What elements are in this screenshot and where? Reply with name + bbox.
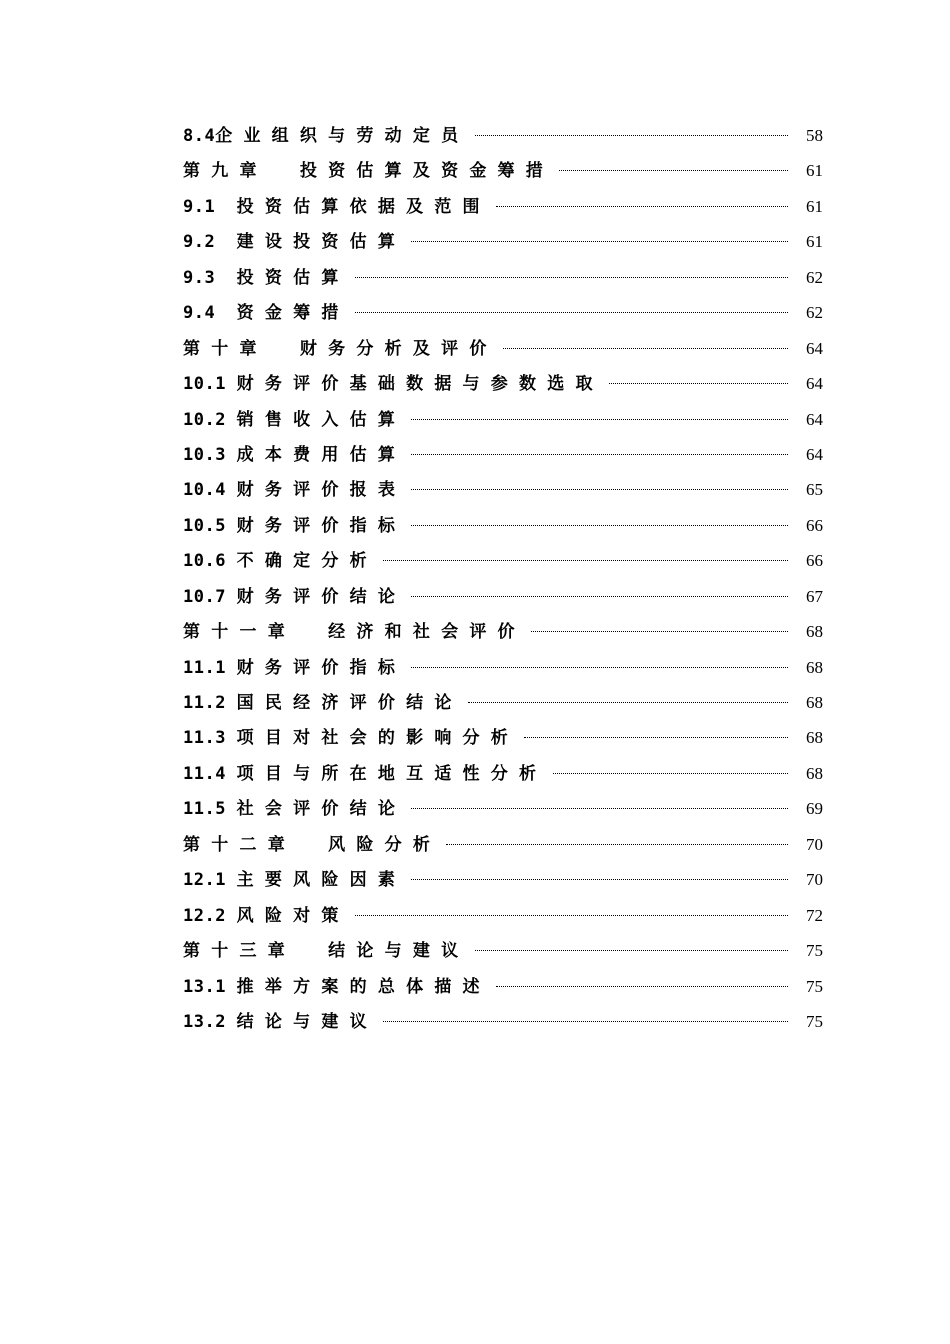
toc-entry[interactable] (183, 224, 823, 259)
toc-entry[interactable] (183, 862, 823, 897)
toc-entry-title: 9.4 资 金 筹 措 (183, 303, 339, 324)
toc-entry[interactable] (183, 650, 823, 685)
toc-dot-leader (411, 525, 788, 526)
toc-dot-leader (446, 844, 788, 845)
toc-entry-title: 第 十 一 章 经 济 和 社 会 评 价 (183, 622, 516, 643)
toc-entry-title: 11.1 财 务 评 价 指 标 (183, 657, 396, 678)
toc-entry-title: 10.6 不 确 定 分 析 (183, 551, 368, 572)
toc-entry-page-number: 70 (806, 870, 823, 890)
toc-entry[interactable] (183, 720, 823, 755)
toc-entry-title: 9.3 投 资 估 算 (183, 267, 339, 288)
toc-entry-page-number: 58 (806, 126, 823, 145)
toc-entry[interactable] (183, 791, 823, 826)
toc-entry[interactable] (183, 579, 823, 614)
toc-dot-leader (496, 206, 788, 207)
toc-entry-title: 第 十 章 财 务 分 析 及 评 价 (183, 338, 487, 359)
toc-entry-page-number: 64 (806, 338, 823, 358)
toc-entry-page-number: 67 (806, 586, 823, 606)
table-of-contents (183, 118, 823, 1039)
toc-entry[interactable] (183, 614, 823, 649)
toc-entry-title: 12.1 主 要 风 险 因 素 (183, 870, 396, 891)
toc-entry-page-number: 61 (806, 196, 823, 216)
toc-entry[interactable] (183, 933, 823, 968)
toc-entry-page-number: 68 (806, 657, 823, 677)
toc-dot-leader (609, 383, 788, 384)
toc-entry-title: 9.1 投 资 估 算 依 据 及 范 围 (183, 196, 481, 217)
toc-entry[interactable] (183, 402, 823, 437)
toc-dot-leader (411, 489, 788, 490)
toc-entry-title: 8.4企 业 组 织 与 劳 动 定 员 (183, 126, 459, 146)
toc-entry-title: 11.5 社 会 评 价 结 论 (183, 799, 396, 820)
toc-entry-title: 11.3 项 目 对 社 会 的 影 响 分 析 (183, 728, 509, 749)
toc-entry[interactable] (183, 756, 823, 791)
toc-entry-title: 13.1 推 举 方 案 的 总 体 描 述 (183, 976, 481, 997)
toc-entry[interactable] (183, 472, 823, 507)
toc-dot-leader (355, 312, 788, 313)
toc-entry-title: 13.2 结 论 与 建 议 (183, 1011, 368, 1032)
toc-dot-leader (383, 1021, 788, 1022)
toc-entry-page-number: 68 (806, 693, 823, 712)
toc-dot-leader (553, 773, 788, 774)
toc-entry-page-number: 62 (806, 267, 823, 287)
toc-dot-leader (496, 986, 788, 987)
toc-entry[interactable] (183, 508, 823, 543)
toc-entry-page-number: 65 (806, 480, 823, 500)
toc-dot-leader (355, 277, 788, 278)
toc-entry-page-number: 68 (806, 622, 823, 642)
toc-entry-title: 10.4 财 务 评 价 报 表 (183, 480, 396, 501)
toc-entry[interactable] (183, 543, 823, 578)
toc-entry-page-number: 62 (806, 303, 823, 323)
toc-dot-leader (531, 631, 788, 632)
toc-entry[interactable] (183, 260, 823, 295)
toc-entry-title: 10.2 销 售 收 入 估 算 (183, 409, 396, 430)
toc-entry-title: 12.2 风 险 对 策 (183, 905, 339, 926)
toc-dot-leader (383, 560, 788, 561)
toc-entry-page-number: 70 (806, 834, 823, 854)
toc-dot-leader (475, 135, 788, 136)
toc-dot-leader (411, 419, 788, 420)
toc-entry[interactable] (183, 969, 823, 1004)
toc-entry-page-number: 68 (806, 763, 823, 783)
toc-entry[interactable] (183, 153, 823, 188)
toc-entry-title: 10.5 财 务 评 价 指 标 (183, 515, 396, 536)
toc-entry-page-number: 75 (806, 941, 823, 961)
toc-dot-leader (524, 737, 788, 738)
toc-dot-leader (411, 596, 788, 597)
toc-entry[interactable] (183, 331, 823, 366)
toc-dot-leader (411, 879, 788, 880)
toc-entry-page-number: 64 (806, 444, 823, 464)
toc-entry-page-number: 64 (806, 374, 823, 394)
toc-entry-title: 11.2 国 民 经 济 评 价 结 论 (183, 693, 452, 713)
toc-dot-leader (475, 950, 788, 951)
toc-entry-page-number: 61 (806, 161, 823, 181)
toc-entry[interactable] (183, 118, 823, 153)
toc-entry[interactable] (183, 898, 823, 933)
toc-dot-leader (411, 241, 788, 242)
toc-entry-title: 9.2 建 设 投 资 估 算 (183, 232, 396, 253)
toc-entry[interactable] (183, 827, 823, 862)
toc-dot-leader (411, 667, 788, 668)
toc-dot-leader (503, 348, 788, 349)
toc-dot-leader (468, 702, 788, 703)
toc-dot-leader (355, 915, 788, 916)
toc-entry-page-number: 69 (806, 799, 823, 819)
toc-entry[interactable] (183, 1004, 823, 1039)
toc-entry-page-number: 68 (806, 728, 823, 748)
toc-entry[interactable] (183, 366, 823, 401)
toc-entry-page-number: 75 (806, 976, 823, 996)
toc-entry-title: 第 九 章 投 资 估 算 及 资 金 筹 措 (183, 161, 544, 182)
toc-entry-page-number: 66 (806, 551, 823, 571)
toc-entry-title: 11.4 项 目 与 所 在 地 互 适 性 分 析 (183, 763, 537, 784)
toc-entry-title: 第 十 二 章 风 险 分 析 (183, 834, 431, 855)
toc-entry-page-number: 66 (806, 515, 823, 535)
toc-entry-title: 第 十 三 章 结 论 与 建 议 (183, 941, 459, 962)
toc-entry-page-number: 61 (806, 232, 823, 252)
toc-entry[interactable] (183, 437, 823, 472)
toc-dot-leader (559, 170, 788, 171)
toc-dot-leader (411, 808, 788, 809)
toc-entry-title: 10.1 财 务 评 价 基 础 数 据 与 参 数 选 取 (183, 374, 593, 395)
toc-entry-page-number: 64 (806, 409, 823, 429)
toc-entry-page-number: 75 (806, 1011, 823, 1031)
toc-entry[interactable] (183, 189, 823, 224)
toc-entry-title: 10.3 成 本 费 用 估 算 (183, 444, 396, 465)
toc-entry[interactable] (183, 685, 823, 720)
toc-entry-title: 10.7 财 务 评 价 结 论 (183, 586, 396, 607)
toc-dot-leader (411, 454, 788, 455)
toc-entry-page-number: 72 (806, 905, 823, 925)
toc-entry[interactable] (183, 295, 823, 330)
